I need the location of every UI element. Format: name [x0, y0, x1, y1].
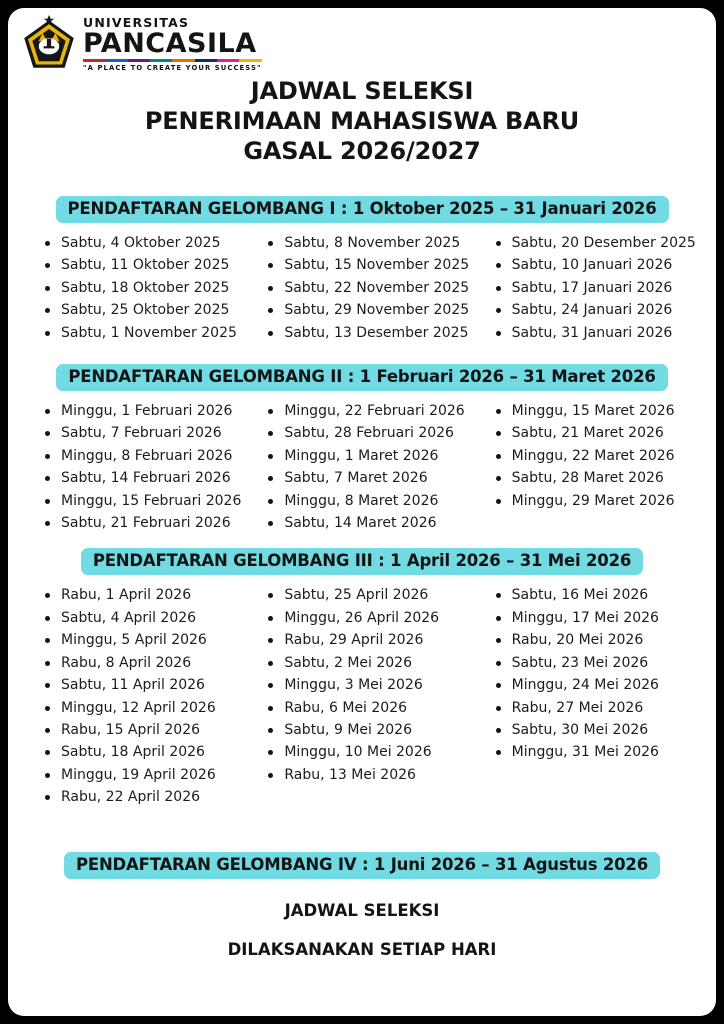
date-item: Minggu, 1 Februari 2026 — [42, 400, 265, 422]
date-item: Sabtu, 9 Mei 2026 — [265, 719, 492, 741]
poster-card — [8, 8, 716, 1016]
date-item: Minggu, 8 Maret 2026 — [265, 490, 492, 512]
date-item: Rabu, 13 Mei 2026 — [265, 764, 492, 786]
date-list — [493, 584, 716, 808]
section-header-gelombang-iv: PENDAFTARAN GELOMBANG IV : 1 Juni 2026 – 31 Agustus 2026 — [64, 852, 660, 879]
date-item: Sabtu, 30 Mei 2026 — [493, 719, 716, 741]
date-list — [265, 400, 492, 534]
date-list — [42, 400, 265, 534]
date-item: Rabu, 1 April 2026 — [42, 584, 265, 606]
date-item: Sabtu, 29 November 2025 — [265, 299, 492, 321]
date-item: Sabtu, 14 Februari 2026 — [42, 467, 265, 489]
logo-stripes — [83, 59, 262, 62]
date-item: Sabtu, 17 Januari 2026 — [493, 277, 716, 299]
date-list — [493, 232, 716, 344]
date-list — [265, 232, 492, 344]
date-item: Minggu, 1 Maret 2026 — [265, 445, 492, 467]
date-item: Minggu, 8 Februari 2026 — [42, 445, 265, 467]
university-logo — [22, 14, 262, 72]
date-item: Rabu, 29 April 2026 — [265, 629, 492, 651]
stripe-segment — [195, 59, 217, 62]
date-item: Sabtu, 1 November 2025 — [42, 322, 265, 344]
date-item: Sabtu, 11 Oktober 2025 — [42, 254, 265, 276]
date-item: Minggu, 17 Mei 2026 — [493, 607, 716, 629]
date-item: Minggu, 29 Maret 2026 — [493, 490, 716, 512]
stripe-segment — [217, 59, 239, 62]
date-item: Sabtu, 25 April 2026 — [265, 584, 492, 606]
section-header-gelombang-i: PENDAFTARAN GELOMBANG I : 1 Oktober 2025 – 31 Januari 2026 — [56, 196, 669, 223]
date-list — [493, 400, 716, 534]
date-item: Sabtu, 31 Januari 2026 — [493, 322, 716, 344]
date-item: Sabtu, 21 Maret 2026 — [493, 422, 716, 444]
section-gelombang-ii — [8, 364, 716, 534]
date-item: Sabtu, 20 Desember 2025 — [493, 232, 716, 254]
page-title — [8, 76, 716, 166]
stripe-segment — [172, 59, 194, 62]
date-item: Sabtu, 24 Januari 2026 — [493, 299, 716, 321]
date-item: Sabtu, 18 April 2026 — [42, 741, 265, 763]
date-item: Minggu, 24 Mei 2026 — [493, 674, 716, 696]
stripe-segment — [150, 59, 172, 62]
university-name: PANCASILA — [83, 27, 257, 59]
date-item: Minggu, 26 April 2026 — [265, 607, 492, 629]
date-item: Sabtu, 18 Oktober 2025 — [42, 277, 265, 299]
date-item: Sabtu, 11 April 2026 — [42, 674, 265, 696]
date-item: Sabtu, 21 Februari 2026 — [42, 512, 265, 534]
date-item: Rabu, 6 Mei 2026 — [265, 697, 492, 719]
date-item: Minggu, 15 Februari 2026 — [42, 490, 265, 512]
date-item: Sabtu, 4 April 2026 — [42, 607, 265, 629]
date-item: Minggu, 12 April 2026 — [42, 697, 265, 719]
date-list — [42, 232, 265, 344]
stripe-segment — [83, 59, 105, 62]
date-item: Sabtu, 28 Februari 2026 — [265, 422, 492, 444]
date-item: Sabtu, 10 Januari 2026 — [493, 254, 716, 276]
date-item: Rabu, 22 April 2026 — [42, 786, 265, 808]
date-item: Minggu, 19 April 2026 — [42, 764, 265, 786]
date-item: Sabtu, 2 Mei 2026 — [265, 652, 492, 674]
stripe-segment — [105, 59, 127, 62]
date-item: Minggu, 31 Mei 2026 — [493, 741, 716, 763]
section-header-gelombang-ii: PENDAFTARAN GELOMBANG II : 1 Februari 2026 – 31 Maret 2026 — [56, 364, 667, 391]
date-item: Rabu, 15 April 2026 — [42, 719, 265, 741]
date-item: Sabtu, 25 Oktober 2025 — [42, 299, 265, 321]
footer-jadwal-seleksi: JADWAL SELEKSI — [284, 900, 440, 920]
section-gelombang-i — [8, 196, 716, 344]
date-item: Sabtu, 8 November 2025 — [265, 232, 492, 254]
title-line-1: JADWAL SELEKSI — [250, 77, 474, 105]
date-item: Minggu, 10 Mei 2026 — [265, 741, 492, 763]
date-item: Sabtu, 28 Maret 2026 — [493, 467, 716, 489]
section-gelombang-iii — [8, 548, 716, 808]
section-header-gelombang-iii: PENDAFTARAN GELOMBANG III : 1 April 2026 – 31 Mei 2026 — [81, 548, 643, 575]
date-item: Sabtu, 23 Mei 2026 — [493, 652, 716, 674]
title-line-2: PENERIMAAN MAHASISWA BARU — [144, 107, 580, 135]
date-item: Sabtu, 15 November 2025 — [265, 254, 492, 276]
date-item: Minggu, 15 Maret 2026 — [493, 400, 716, 422]
footer-dilaksanakan: DILAKSANAKAN SETIAP HARI — [227, 939, 497, 959]
date-list — [42, 584, 265, 808]
logo-tagline: "A PLACE TO CREATE YOUR SUCCESS" — [83, 63, 262, 72]
date-item: Rabu, 20 Mei 2026 — [493, 629, 716, 651]
stripe-segment — [239, 59, 261, 62]
date-item: Sabtu, 14 Maret 2026 — [265, 512, 492, 534]
university-name-top: UNIVERSITAS — [83, 15, 190, 30]
date-item: Minggu, 22 Maret 2026 — [493, 445, 716, 467]
date-item: Sabtu, 16 Mei 2026 — [493, 584, 716, 606]
date-item: Rabu, 27 Mei 2026 — [493, 697, 716, 719]
title-line-3: GASAL 2026/2027 — [243, 137, 481, 165]
date-item: Rabu, 8 April 2026 — [42, 652, 265, 674]
date-item: Minggu, 5 April 2026 — [42, 629, 265, 651]
date-item: Minggu, 3 Mei 2026 — [265, 674, 492, 696]
date-item: Minggu, 22 Februari 2026 — [265, 400, 492, 422]
date-item: Sabtu, 13 Desember 2025 — [265, 322, 492, 344]
date-item: Sabtu, 4 Oktober 2025 — [42, 232, 265, 254]
university-emblem-icon — [22, 15, 76, 71]
logo-text — [83, 14, 262, 72]
stripe-segment — [128, 59, 150, 62]
section-gelombang-iv — [8, 852, 716, 879]
date-item: Sabtu, 7 Maret 2026 — [265, 467, 492, 489]
date-item: Sabtu, 22 November 2025 — [265, 277, 492, 299]
date-list — [265, 584, 492, 808]
date-item: Sabtu, 7 Februari 2026 — [42, 422, 265, 444]
